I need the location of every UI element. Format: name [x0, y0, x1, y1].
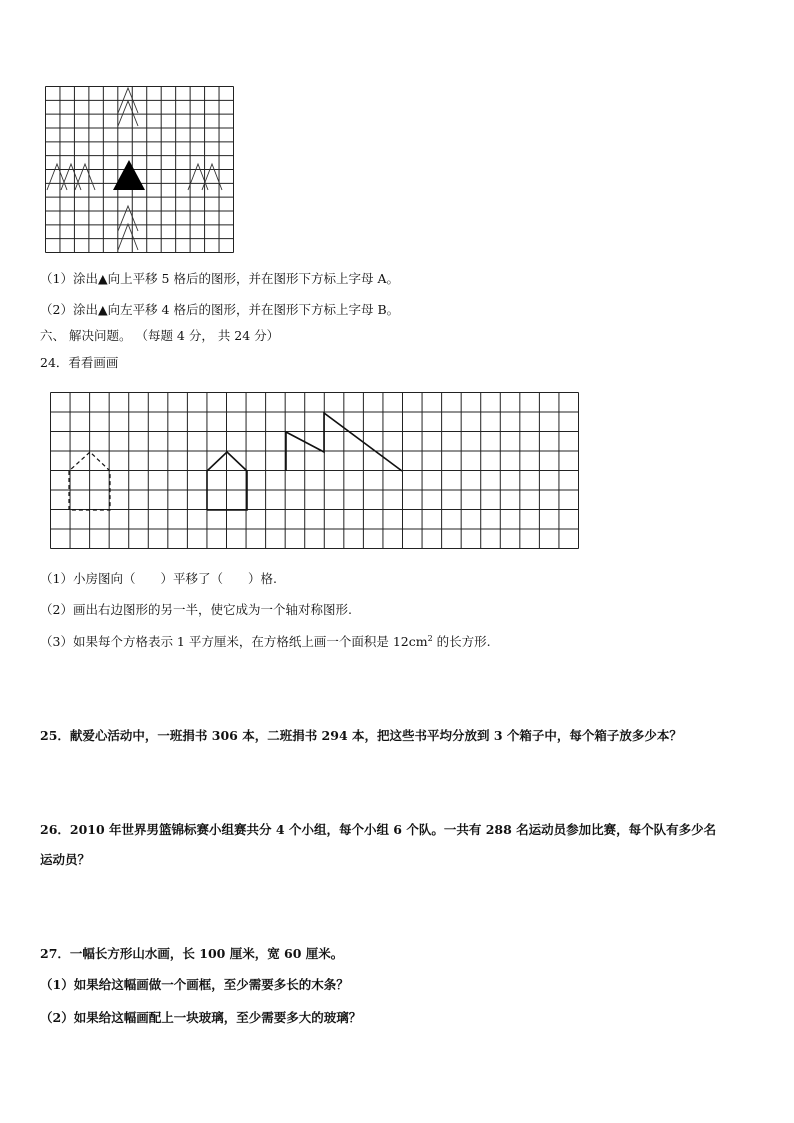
q25-text: 25．献爱心活动中，一班捐书 306 本，二班捐书 294 本，把这些书平均分放到 3 个箱子中，每个箱子放多少本？: [40, 728, 682, 743]
q27-sub1: （1）如果给这幅画做一个画框，至少需要多长的木条？: [40, 977, 349, 992]
q24-sub2: （2）画出右边图形的另一半，使它成为一个轴对称图形.: [40, 602, 352, 617]
q23-sub2: （2）涂出▲向左平移 4 格后的图形，并在图形下方标上字母 B。: [40, 302, 400, 317]
triangle-outline-bottom: [118, 206, 138, 250]
q24-sub1: （1）小房图向（ ）平移了（ ）格.: [40, 571, 277, 586]
q26-line1: 26．2010 年世界男篮锦标赛小组赛共分 4 个小组，每个小组 6 个队。一共有 288 名运动员参加比赛，每个队有多少名: [40, 822, 717, 837]
q24-title: 24．看看画画: [40, 355, 119, 370]
triangle-outline-top: [118, 88, 138, 126]
triangle-outline-left: [47, 164, 95, 190]
q23-sub1: （1）涂出▲向上平移 5 格后的图形，并在图形下方标上字母 A。: [40, 271, 399, 286]
grid-lines: [46, 87, 234, 253]
house-grid-figure: [50, 392, 581, 552]
q24-sub3-suffix: 的长方形.: [432, 634, 491, 649]
q26-line2: 运动员？: [40, 852, 91, 867]
q24-sub3-text: （3）如果每个方格表示 1 平方厘米，在方格纸上画一个面积是 12cm: [40, 634, 428, 649]
q24-sub3-superscript: 2: [427, 633, 433, 643]
translation-grid-figure: [45, 86, 235, 254]
q27-title: 27．一幅长方形山水画，长 100 厘米，宽 60 厘米。: [40, 946, 344, 961]
q24-sub3: [40, 634, 491, 650]
section-6-heading: 六、 解决问题。 （每题 4 分， 共 24 分）: [40, 328, 280, 343]
q27-sub2: （2）如果给这幅画配上一块玻璃，至少需要多大的玻璃？: [40, 1010, 362, 1025]
grid-lines: [51, 393, 579, 549]
